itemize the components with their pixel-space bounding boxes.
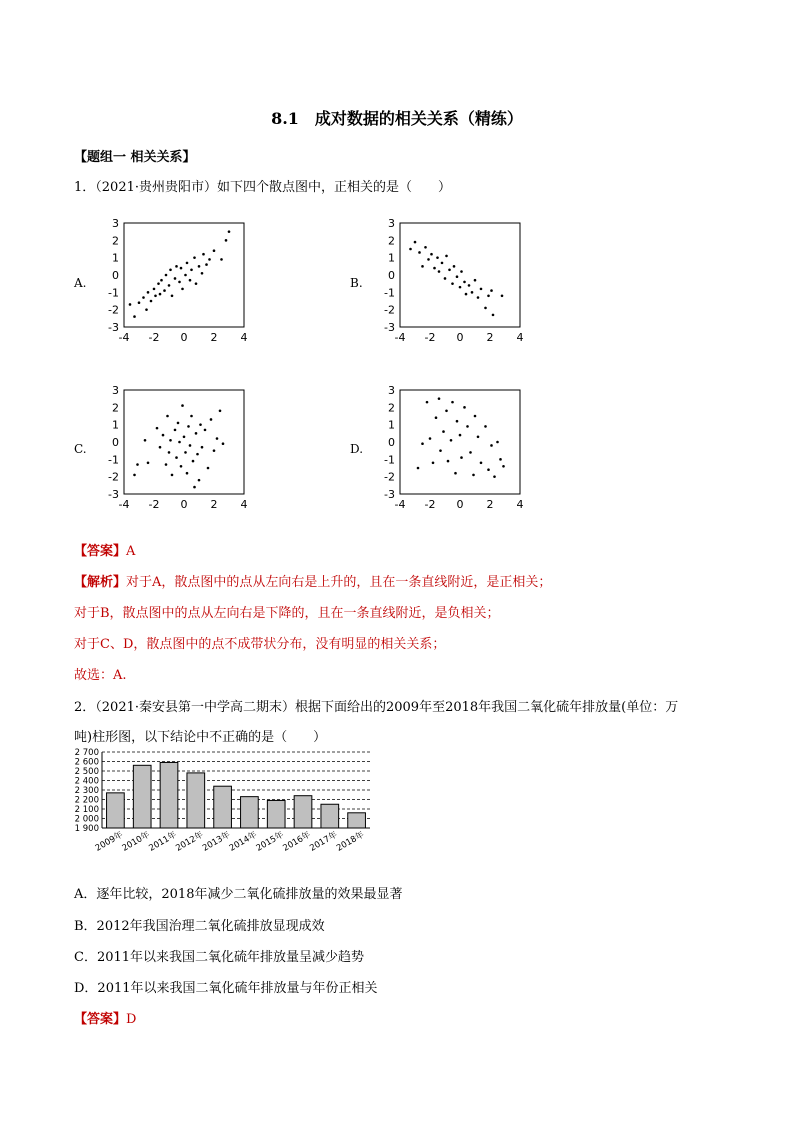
data-point (165, 463, 168, 466)
plot-frame (124, 223, 244, 327)
data-point (222, 442, 225, 445)
data-point (171, 295, 174, 298)
question-2-option-d: D．2011年以来我国二氧化硫年排放量与年份正相关 (74, 981, 378, 996)
bar (160, 762, 178, 828)
data-point (469, 451, 472, 454)
data-point (465, 293, 468, 296)
y-tick-label: 2 100 (74, 805, 99, 815)
x-tick-label: 0 (456, 331, 464, 344)
data-point (424, 246, 427, 249)
data-point (193, 486, 196, 489)
data-point (174, 277, 177, 280)
analysis-line-4: 故选：A. (74, 668, 127, 683)
data-point (496, 441, 499, 444)
data-point (160, 279, 163, 282)
data-point (150, 300, 153, 303)
y-tick-label: -1 (384, 453, 395, 467)
y-tick-label: 2 300 (74, 786, 99, 796)
y-tick-label: -2 (108, 303, 119, 317)
data-point (184, 274, 187, 277)
data-point (184, 451, 187, 454)
data-point (201, 446, 204, 449)
answer-value: D (126, 1012, 137, 1027)
data-point (178, 441, 181, 444)
data-point (147, 291, 150, 294)
data-point (463, 406, 466, 409)
data-point (193, 256, 196, 259)
data-point (204, 429, 207, 432)
option-c-label: C. (74, 442, 87, 456)
data-point (433, 267, 436, 270)
data-point (441, 262, 444, 265)
data-point (490, 289, 493, 292)
data-point (138, 301, 141, 304)
data-point (142, 296, 145, 299)
scatter-plot-c (100, 382, 270, 512)
x-tick-label: -2 (424, 331, 436, 344)
x-tick-label: -4 (394, 498, 406, 511)
data-point (136, 463, 139, 466)
y-tick-label: 2 (112, 401, 119, 415)
y-tick-label: 2 600 (74, 757, 99, 768)
bar (321, 804, 339, 828)
x-tick-label: 0 (180, 498, 188, 511)
data-point (177, 422, 180, 425)
data-point (417, 467, 420, 470)
data-point (468, 284, 471, 287)
answer-2 (74, 1008, 136, 1027)
data-point (492, 314, 495, 317)
y-tick-label: 2 (388, 234, 395, 248)
data-point (178, 281, 181, 284)
bar (107, 793, 125, 828)
x-tick-label: -4 (118, 331, 130, 344)
data-point (451, 282, 454, 285)
x-tick-label: 2 (486, 498, 494, 511)
scatter-plot-a (100, 215, 270, 345)
y-tick-label: 2 (112, 234, 119, 248)
data-point (501, 295, 504, 298)
data-point (181, 404, 184, 407)
x-tick-label: 4 (240, 331, 248, 344)
data-point (186, 472, 189, 475)
data-point (180, 267, 183, 270)
data-point (187, 425, 190, 428)
data-point (436, 256, 439, 259)
y-tick-label: 1 (112, 418, 119, 432)
y-tick-label: 0 (388, 436, 395, 449)
data-point (133, 474, 136, 477)
data-point (432, 462, 435, 465)
data-point (421, 442, 424, 445)
data-point (459, 286, 462, 289)
data-point (220, 258, 223, 261)
data-point (421, 265, 424, 268)
data-point (159, 446, 162, 449)
data-point (207, 467, 210, 470)
y-tick-label: -2 (108, 470, 119, 484)
x-tick-label: -2 (148, 498, 160, 511)
data-point (459, 434, 462, 437)
x-tick-label: 0 (456, 498, 464, 511)
data-point (213, 249, 216, 252)
data-point (175, 456, 178, 459)
data-point (208, 258, 211, 261)
data-point (453, 265, 456, 268)
x-tick-label: 4 (516, 498, 524, 511)
data-point (471, 291, 474, 294)
data-point (409, 248, 412, 251)
bar (214, 786, 232, 828)
data-point (133, 315, 136, 318)
y-tick-label: 3 (388, 217, 395, 230)
answer-tag: 【答案】 (74, 1012, 127, 1027)
data-point (444, 277, 447, 280)
data-point (460, 456, 463, 459)
data-point (228, 230, 231, 233)
question-1-stem: 1．（2021·贵州贵阳市）如下四个散点图中，正相关的是（ ） (74, 180, 451, 195)
data-point (157, 282, 160, 285)
data-point (162, 434, 165, 437)
data-point (190, 415, 193, 418)
y-tick-label: 3 (388, 384, 395, 397)
analysis-text: 对于A，散点图中的点从左向右是上升的，且在一条直线附近，是正相关； (126, 575, 552, 590)
data-point (450, 439, 453, 442)
answer-value: A (126, 544, 136, 559)
y-tick-label: 2 000 (74, 814, 99, 825)
data-point (484, 425, 487, 428)
y-tick-label: -2 (384, 303, 395, 317)
data-point (171, 474, 174, 477)
bar (294, 796, 312, 828)
data-point (502, 465, 505, 468)
scatter-plot-b (376, 215, 546, 345)
data-point (159, 293, 162, 296)
data-point (487, 468, 490, 471)
y-tick-label: 0 (112, 269, 119, 282)
scatter-plot-d (376, 382, 546, 512)
data-point (430, 253, 433, 256)
y-tick-label: -2 (384, 470, 395, 484)
data-point (447, 460, 450, 463)
data-point (186, 262, 189, 265)
x-tick-label: 2014年 (227, 829, 259, 854)
data-point (163, 289, 166, 292)
x-tick-label: 2012年 (174, 829, 206, 854)
y-tick-label: 2 200 (74, 795, 99, 806)
data-point (205, 263, 208, 266)
data-point (445, 255, 448, 258)
x-tick-label: 2009年 (93, 829, 125, 854)
x-tick-label: 2 (210, 498, 218, 511)
y-tick-label: -1 (108, 453, 119, 467)
data-point (165, 274, 168, 277)
y-tick-label: 1 (112, 251, 119, 265)
data-point (129, 303, 132, 306)
answer-tag: 【答案】 (74, 544, 127, 559)
data-point (225, 239, 228, 242)
question-2-option-b: B．2012年我国治理二氧化硫排放显现成效 (74, 919, 325, 934)
y-tick-label: 1 900 (74, 824, 99, 834)
x-tick-label: 2 (210, 331, 218, 344)
y-tick-label: -3 (384, 488, 395, 501)
data-point (472, 474, 475, 477)
data-point (198, 479, 201, 482)
bar (267, 800, 285, 828)
data-point (192, 460, 195, 463)
data-point (144, 439, 147, 442)
y-tick-label: -3 (384, 321, 395, 334)
x-tick-label: -2 (424, 498, 436, 511)
data-point (181, 288, 184, 291)
data-point (439, 449, 442, 452)
x-tick-label: -4 (118, 498, 130, 511)
data-point (174, 429, 177, 432)
data-point (474, 279, 477, 282)
plot-frame (400, 223, 520, 327)
data-point (156, 427, 159, 430)
section-heading: 【题组一 相关关系】 (74, 150, 196, 165)
data-point (463, 281, 466, 284)
y-tick-label: 3 (112, 217, 119, 230)
data-point (198, 265, 201, 268)
data-point (499, 458, 502, 461)
data-point (195, 282, 198, 285)
data-point (480, 288, 483, 291)
question-2-stem-line-1: 2．（2021·秦安县第一中学高二期末）根据下面给出的2009年至2018年我国二氧化硫年排放量(单位：万 (74, 700, 679, 715)
data-point (418, 251, 421, 254)
data-point (183, 436, 186, 439)
data-point (480, 462, 483, 465)
data-point (216, 437, 219, 440)
plot-frame (400, 390, 520, 494)
x-tick-label: 0 (180, 331, 188, 344)
data-point (190, 269, 193, 272)
x-tick-label: 2010年 (120, 829, 152, 854)
data-point (426, 401, 429, 404)
so2-bar-chart (68, 745, 378, 873)
data-point (199, 423, 202, 426)
data-point (427, 258, 430, 261)
data-point (180, 465, 183, 468)
data-point (154, 295, 157, 298)
data-point (213, 449, 216, 452)
plot-frame (124, 390, 244, 494)
data-point (493, 475, 496, 478)
data-point (168, 284, 171, 287)
y-tick-label: 1 (388, 251, 395, 265)
page-title: 8.1 成对数据的相关关系（精练） (271, 109, 523, 128)
data-point (189, 444, 192, 447)
analysis-line-2: 对于B，散点图中的点从左向右是下降的，且在一条直线附近，是负相关； (74, 606, 500, 621)
question-2-stem-line-2: 吨)柱形图，以下结论中不正确的是（ ） (74, 730, 327, 745)
data-point (466, 425, 469, 428)
data-point (460, 270, 463, 273)
data-point (196, 453, 199, 456)
y-tick-label: 1 (388, 418, 395, 432)
data-point (210, 418, 213, 421)
y-tick-label: 2 (388, 401, 395, 415)
y-tick-label: -3 (108, 321, 119, 334)
data-point (219, 410, 222, 413)
x-tick-label: -4 (394, 331, 406, 344)
data-point (429, 437, 432, 440)
analysis-line-1 (74, 571, 551, 590)
x-tick-label: 4 (516, 331, 524, 344)
bar (241, 797, 259, 828)
data-point (477, 296, 480, 299)
bar (133, 765, 151, 828)
data-point (175, 265, 178, 268)
data-point (456, 420, 459, 423)
option-b-label: B. (350, 276, 363, 290)
bar (348, 813, 366, 828)
data-point (448, 269, 451, 272)
y-tick-label: -3 (108, 488, 119, 501)
x-tick-label: 2015年 (254, 829, 286, 854)
y-tick-label: 2 700 (74, 748, 99, 758)
data-point (438, 397, 441, 400)
data-point (145, 308, 148, 311)
data-point (474, 415, 477, 418)
data-point (435, 416, 438, 419)
data-point (168, 451, 171, 454)
data-point (456, 275, 459, 278)
data-point (454, 472, 457, 475)
data-point (195, 432, 198, 435)
data-point (147, 462, 150, 465)
analysis-line-3: 对于C、D，散点图中的点不成带状分布，没有明显的相关关系； (74, 637, 446, 652)
data-point (169, 269, 172, 272)
data-point (166, 415, 169, 418)
data-point (442, 430, 445, 433)
data-point (201, 272, 204, 275)
y-tick-label: 0 (112, 436, 119, 449)
data-point (487, 295, 490, 298)
x-tick-label: 2013年 (200, 829, 233, 854)
data-point (451, 401, 454, 404)
bar (187, 773, 205, 828)
x-tick-label: 2017年 (308, 829, 340, 854)
y-tick-label: 0 (388, 269, 395, 282)
option-d-label: D. (350, 442, 364, 456)
question-2-option-a: A．逐年比较，2018年减少二氧化硫排放量的效果最显著 (74, 887, 403, 902)
option-a-label: A. (74, 276, 87, 290)
question-2-option-c: C．2011年以来我国二氧化硫年排放量呈减少趋势 (74, 950, 365, 965)
y-tick-label: -1 (108, 286, 119, 300)
data-point (202, 253, 205, 256)
y-tick-label: 2 500 (74, 767, 99, 777)
data-point (445, 410, 448, 413)
data-point (484, 307, 487, 310)
analysis-tag: 【解析】 (74, 575, 127, 590)
x-tick-label: 2 (486, 331, 494, 344)
x-tick-label: 2016年 (281, 829, 313, 854)
data-point (490, 444, 493, 447)
x-tick-label: 2018年 (334, 829, 367, 854)
y-tick-label: -1 (384, 286, 395, 300)
data-point (189, 279, 192, 282)
y-tick-label: 2 400 (74, 776, 99, 787)
data-point (477, 436, 480, 439)
data-point (414, 241, 417, 244)
data-point (438, 270, 441, 273)
x-tick-label: 4 (240, 498, 248, 511)
data-point (153, 288, 156, 291)
answer-1 (74, 540, 135, 559)
x-tick-label: -2 (148, 331, 160, 344)
data-point (169, 439, 172, 442)
x-tick-label: 2011年 (147, 829, 179, 854)
y-tick-label: 3 (112, 384, 119, 397)
